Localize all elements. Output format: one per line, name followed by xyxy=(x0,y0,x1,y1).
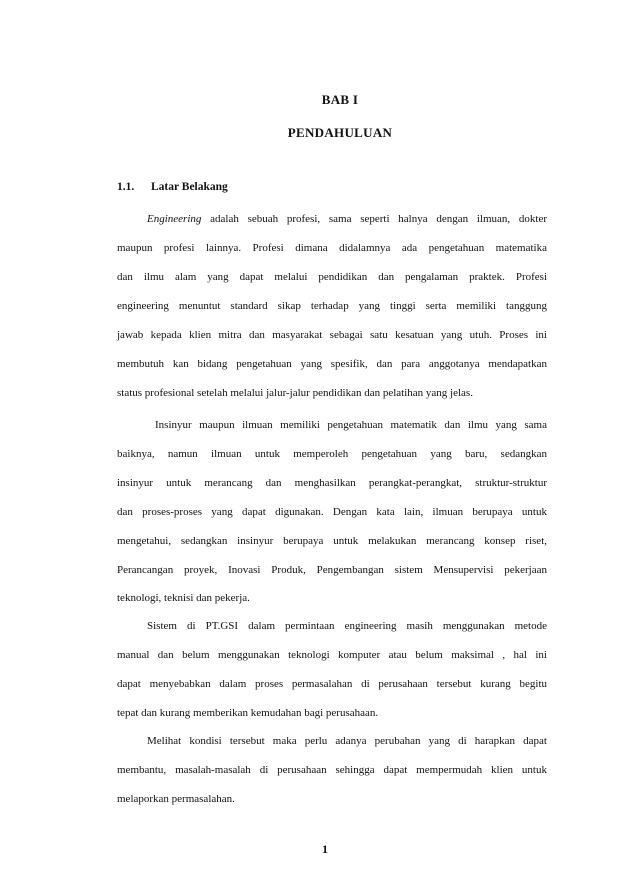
section-heading xyxy=(117,181,228,193)
paragraph-line: mengetahui, sedangkan insinyur berupaya untuk melakukan merancang konsep riset, xyxy=(117,535,547,547)
paragraph-line: Melihat kondisi tersebut maka perlu adanya perubahan yang di harapkan dapat xyxy=(147,735,547,747)
page-number: 1 xyxy=(322,842,328,856)
paragraph-line: Perancangan proyek, Inovasi Produk, Pengembangan sistem Mensupervisi pekerjaan xyxy=(117,564,547,576)
chapter-number: BAB I xyxy=(321,92,359,107)
paragraph-line: status profesional setelah melalui jalur-jalur pendidikan dan pelatihan yang jelas. xyxy=(117,387,473,399)
paragraph-line: Sistem di PT.GSI dalam permintaan engineering masih menggunakan metode xyxy=(147,620,547,632)
paragraph-line: insinyur untuk merancang dan menghasilkan perangkat-perangkat, struktur-struktur xyxy=(117,477,547,489)
paragraph-line xyxy=(147,212,547,226)
paragraph-line: Insinyur maupun ilmuan memiliki pengetahuan matematik dan ilmu yang sama xyxy=(155,419,547,431)
paragraph-line: membantu, masalah-masalah di perusahaan sehingga dapat mempermudah klien untuk xyxy=(117,764,547,776)
paragraph-line: dan proses-proses yang dapat digunakan. Dengan kata lain, ilmuan berupaya untuk xyxy=(117,506,547,518)
paragraph-text: adalah sebuah profesi, sama seperti halnya dengan ilmuan, dokter xyxy=(201,213,547,225)
paragraph-line: maupun profesi lainnya. Profesi dimana didalamnya ada pengetahuan matematika xyxy=(117,242,547,254)
paragraph-line: teknologi, teknisi dan pekerja. xyxy=(117,592,250,604)
paragraph-line: melaporkan permasalahan. xyxy=(117,793,235,805)
italic-term: Engineering xyxy=(147,213,202,225)
paragraph-line: membutuh kan bidang pengetahuan yang spesifik, dan para anggotanya mendapatkan xyxy=(117,358,547,370)
chapter-title: PENDAHULUAN xyxy=(287,125,393,140)
paragraph-line: baiknya, namun ilmuan untuk memperoleh pengetahuan yang baru, sedangkan xyxy=(117,448,547,460)
paragraph-line: tepat dan kurang memberikan kemudahan bagi perusahaan. xyxy=(117,707,379,719)
section-title: Latar Belakang xyxy=(151,181,228,193)
section-number: 1.1. xyxy=(117,181,135,193)
paragraph-line: dan ilmu alam yang dapat melalui pendidikan dan pengalaman praktek. Profesi xyxy=(117,271,547,283)
paragraph-line: dapat menyebabkan dalam proses permasalahan di perusahaan tersebut kurang begitu xyxy=(117,678,547,690)
paragraph-line: manual dan belum menggunakan teknologi komputer atau belum maksimal , hal ini xyxy=(117,649,547,661)
paragraph-line: engineering menuntut standard sikap terhadap yang tinggi serta memiliki tanggung xyxy=(117,300,547,312)
paragraph-line: jawab kepada klien mitra dan masyarakat sebagai satu kesatuan yang utuh. Proses ini xyxy=(117,329,547,341)
